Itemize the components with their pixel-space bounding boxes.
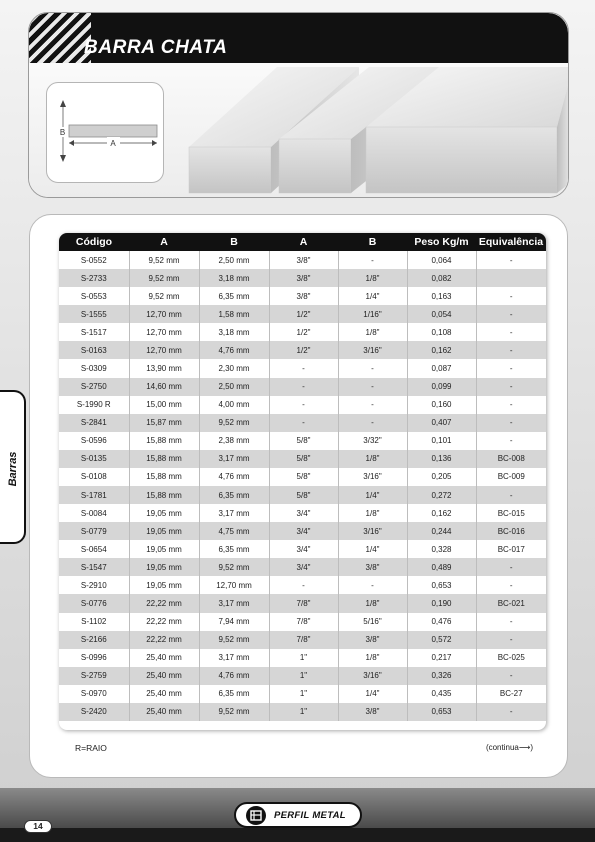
table-row [59,378,546,396]
table-row [59,667,546,685]
cell-b-mm: 12,70 mm [199,576,269,594]
cell-b-inch: - [338,414,407,432]
cell-b-inch: 3/16" [338,341,407,359]
cell-b-mm: 9,52 mm [199,631,269,649]
arrow-up-icon [60,100,66,107]
cell-b-mm: 2,38 mm [199,432,269,450]
cell-a-mm: 22,22 mm [129,631,199,649]
table-row [59,504,546,522]
cell-peso: 0,653 [407,576,476,594]
cell-a-inch: - [269,414,338,432]
cell-b-inch: 1/8" [338,323,407,341]
cell-equivalencia: - [476,251,546,269]
side-tab-barras [0,390,26,544]
brand-logo-icon [246,806,266,825]
cell-a-mm: 19,05 mm [129,576,199,594]
cell-b-inch: 3/16" [338,522,407,540]
cell-a-inch: 1/2" [269,341,338,359]
cell-a-inch: 7/8" [269,631,338,649]
cell-b-mm: 2,30 mm [199,359,269,377]
cell-b-inch: 3/32" [338,432,407,450]
cell-a-inch: 5/8" [269,432,338,450]
cell-equivalencia: - [476,631,546,649]
cell-codigo: S-0970 [59,685,129,703]
cell-a-mm: 12,70 mm [129,341,199,359]
bar-1-front [189,147,271,193]
cell-b-mm: 2,50 mm [199,251,269,269]
cell-codigo: S-1547 [59,558,129,576]
cell-codigo: S-0309 [59,359,129,377]
cell-a-inch: 5/8" [269,468,338,486]
cell-b-inch: 1/8" [338,504,407,522]
cell-equivalencia: BC-021 [476,594,546,612]
table-row [59,703,546,721]
cell-equivalencia: BC-015 [476,504,546,522]
cell-codigo: S-2420 [59,703,129,721]
table-body [59,251,546,721]
cell-b-mm: 3,17 mm [199,649,269,667]
dimension-label-b: B [59,128,66,137]
brand-badge [234,802,362,828]
table-row [59,341,546,359]
cell-a-inch: - [269,359,338,377]
cell-peso: 0,190 [407,594,476,612]
cell-a-inch: 3/8" [269,287,338,305]
cell-a-mm: 15,88 mm [129,450,199,468]
cell-equivalencia: - [476,396,546,414]
cell-equivalencia: - [476,323,546,341]
cell-a-inch: 1/2" [269,323,338,341]
table-row [59,558,546,576]
cell-b-inch: 1/8" [338,450,407,468]
cell-codigo: S-0996 [59,649,129,667]
arrow-right-icon: ⟶) [518,743,533,752]
cell-a-mm: 13,90 mm [129,359,199,377]
cell-codigo: S-2750 [59,378,129,396]
dimension-diagram-svg [47,83,165,184]
cell-b-inch: 3/16" [338,667,407,685]
cell-b-inch: 5/16" [338,613,407,631]
table-row [59,359,546,377]
cell-b-inch: 1/16" [338,305,407,323]
table-row [59,396,546,414]
cell-codigo: S-0654 [59,540,129,558]
cell-a-mm: 15,00 mm [129,396,199,414]
cell-equivalencia [476,269,546,287]
table-row [59,414,546,432]
cell-codigo: S-1990 R [59,396,129,414]
table-row [59,540,546,558]
cell-peso: 0,099 [407,378,476,396]
column-header-b-inch: B [338,233,407,251]
cell-equivalencia: - [476,341,546,359]
stripes-decoration [29,13,91,63]
table-row [59,468,546,486]
cell-b-mm: 7,94 mm [199,613,269,631]
table-row [59,269,546,287]
column-header-codigo: Código [59,233,129,251]
cell-a-mm: 14,60 mm [129,378,199,396]
cell-b-mm: 6,35 mm [199,287,269,305]
cell-peso: 0,160 [407,396,476,414]
cell-a-mm: 9,52 mm [129,269,199,287]
cell-equivalencia: BC-017 [476,540,546,558]
cell-a-inch: 5/8" [269,486,338,504]
cell-b-inch: - [338,378,407,396]
cell-a-inch: - [269,576,338,594]
arrow-right-icon [152,140,157,146]
cell-codigo: S-0779 [59,522,129,540]
table-wrapper [59,233,546,730]
cell-b-mm: 1,58 mm [199,305,269,323]
column-header-equivalencia: Equivalência [476,233,546,251]
dimension-label-a: A [110,139,116,148]
title-bar [29,13,568,63]
cell-a-inch: - [269,396,338,414]
cell-codigo: S-0163 [59,341,129,359]
table-row [59,613,546,631]
arrow-left-icon [69,140,74,146]
cell-a-inch: 7/8" [269,594,338,612]
cell-equivalencia: - [476,432,546,450]
cell-b-mm: 3,18 mm [199,323,269,341]
cell-a-inch: 3/8" [269,251,338,269]
cell-a-mm: 15,88 mm [129,432,199,450]
cell-equivalencia: BC-009 [476,468,546,486]
cell-equivalencia: - [476,558,546,576]
cell-b-mm: 4,76 mm [199,667,269,685]
cell-b-inch: 1/8" [338,269,407,287]
cell-equivalencia: - [476,486,546,504]
cell-b-mm: 4,76 mm [199,341,269,359]
cell-a-inch: 1" [269,667,338,685]
cell-peso: 0,162 [407,341,476,359]
cell-codigo: S-2733 [59,269,129,287]
cell-a-mm: 25,40 mm [129,685,199,703]
cell-b-inch: 3/16" [338,468,407,486]
cell-equivalencia: - [476,305,546,323]
cell-b-inch: - [338,396,407,414]
cell-b-inch: 1/4" [338,287,407,305]
cell-a-mm: 25,40 mm [129,703,199,721]
cell-peso: 0,407 [407,414,476,432]
cell-peso: 0,162 [407,504,476,522]
cell-codigo: S-0553 [59,287,129,305]
cell-a-mm: 12,70 mm [129,323,199,341]
cell-codigo: S-1102 [59,613,129,631]
cell-equivalencia: - [476,703,546,721]
cell-peso: 0,572 [407,631,476,649]
cell-a-mm: 19,05 mm [129,504,199,522]
side-tab-label: Barras [7,451,19,487]
cell-peso: 0,476 [407,613,476,631]
brand-name: PERFIL METAL [274,810,346,821]
cell-equivalencia: - [476,414,546,432]
cell-a-inch: 5/8" [269,450,338,468]
column-header-a-mm: A [129,233,199,251]
table-row [59,631,546,649]
cell-a-mm: 15,87 mm [129,414,199,432]
cell-codigo: S-0596 [59,432,129,450]
page-title: BARRA CHATA [84,37,228,58]
cell-peso: 0,217 [407,649,476,667]
cell-equivalencia: - [476,576,546,594]
arrow-down-icon [60,155,66,162]
cell-peso: 0,244 [407,522,476,540]
cell-codigo: S-0776 [59,594,129,612]
table-row [59,432,546,450]
cell-peso: 0,163 [407,287,476,305]
cell-a-mm: 9,52 mm [129,287,199,305]
cell-a-inch: 1/2" [269,305,338,323]
table-row [59,576,546,594]
cell-codigo: S-2166 [59,631,129,649]
cell-a-inch: 3/4" [269,504,338,522]
table-row [59,486,546,504]
cell-b-mm: 6,35 mm [199,486,269,504]
cell-codigo: S-2841 [59,414,129,432]
cell-b-mm: 3,17 mm [199,594,269,612]
cell-peso: 0,489 [407,558,476,576]
legend-note: R=RAIO [75,743,107,753]
cell-a-inch: 7/8" [269,613,338,631]
header-card [28,12,569,198]
table-row [59,323,546,341]
cell-peso: 0,101 [407,432,476,450]
cell-a-inch: 3/4" [269,540,338,558]
cell-a-inch: 1" [269,703,338,721]
bar-3-front [366,127,557,193]
cell-b-inch: - [338,251,407,269]
cell-peso: 0,087 [407,359,476,377]
cell-a-mm: 25,40 mm [129,667,199,685]
table-row [59,305,546,323]
cell-a-inch: 3/4" [269,558,338,576]
product-render [179,63,569,198]
cell-a-inch: 1" [269,649,338,667]
cell-b-inch: 1/4" [338,486,407,504]
cell-peso: 0,326 [407,667,476,685]
cell-equivalencia: BC-016 [476,522,546,540]
table-row [59,450,546,468]
cell-codigo: S-1517 [59,323,129,341]
cell-equivalencia: - [476,287,546,305]
cell-peso: 0,435 [407,685,476,703]
cell-b-inch: - [338,359,407,377]
footer-bottom-strip [0,828,595,842]
cell-codigo: S-2910 [59,576,129,594]
cell-b-inch: 1/8" [338,594,407,612]
cell-codigo: S-0552 [59,251,129,269]
cell-codigo: S-0135 [59,450,129,468]
cell-a-mm: 15,88 mm [129,486,199,504]
cell-equivalencia: - [476,378,546,396]
table-header-row [59,233,546,251]
cell-equivalencia: BC-27 [476,685,546,703]
cell-a-mm: 9,52 mm [129,251,199,269]
column-header-b-mm: B [199,233,269,251]
cell-b-mm: 2,50 mm [199,378,269,396]
table-header [59,233,546,251]
cell-b-mm: 3,18 mm [199,269,269,287]
cell-codigo: S-0084 [59,504,129,522]
cell-a-inch: 1" [269,685,338,703]
main-card [29,214,568,778]
cell-peso: 0,205 [407,468,476,486]
specs-table [59,233,546,721]
bar-cross-section [69,125,157,137]
cell-b-mm: 3,17 mm [199,450,269,468]
continues-text: (continua [485,743,519,752]
cell-peso: 0,054 [407,305,476,323]
cell-peso: 0,653 [407,703,476,721]
cell-b-inch: 1/4" [338,685,407,703]
table-row [59,522,546,540]
cell-a-mm: 22,22 mm [129,613,199,631]
cell-equivalencia: BC-025 [476,649,546,667]
cell-codigo: S-2759 [59,667,129,685]
cell-b-mm: 9,52 mm [199,703,269,721]
cell-b-mm: 4,75 mm [199,522,269,540]
table-row [59,594,546,612]
cell-a-inch: 3/8" [269,269,338,287]
bar-2-front [279,139,351,193]
cell-a-inch: - [269,378,338,396]
cell-peso: 0,272 [407,486,476,504]
table-row [59,287,546,305]
header-body [29,63,568,198]
cell-codigo: S-0108 [59,468,129,486]
cell-b-mm: 9,52 mm [199,414,269,432]
cell-codigo: S-1555 [59,305,129,323]
cell-a-mm: 22,22 mm [129,594,199,612]
table-row [59,251,546,269]
cell-a-mm: 19,05 mm [129,540,199,558]
cell-a-mm: 19,05 mm [129,522,199,540]
cell-b-mm: 6,35 mm [199,685,269,703]
cell-b-inch: 3/8" [338,558,407,576]
cell-equivalencia: BC-008 [476,450,546,468]
cell-b-mm: 6,35 mm [199,540,269,558]
cell-b-inch: 1/8" [338,649,407,667]
cell-b-inch: 3/8" [338,703,407,721]
cell-a-mm: 12,70 mm [129,305,199,323]
cell-a-mm: 15,88 mm [129,468,199,486]
continues-note [486,743,533,752]
cell-equivalencia: - [476,613,546,631]
cell-peso: 0,108 [407,323,476,341]
cell-b-mm: 3,17 mm [199,504,269,522]
table-row [59,685,546,703]
cell-peso: 0,064 [407,251,476,269]
cell-b-mm: 4,00 mm [199,396,269,414]
cell-b-inch: 1/4" [338,540,407,558]
cell-peso: 0,328 [407,540,476,558]
cell-a-inch: 3/4" [269,522,338,540]
cell-a-mm: 25,40 mm [129,649,199,667]
table-row [59,649,546,667]
cell-equivalencia: - [476,667,546,685]
cell-b-mm: 4,76 mm [199,468,269,486]
column-header-peso: Peso Kg/m [407,233,476,251]
cell-b-mm: 9,52 mm [199,558,269,576]
dimension-diagram [46,82,164,183]
page-number: 14 [24,820,52,833]
column-header-a-inch: A [269,233,338,251]
cell-b-inch: - [338,576,407,594]
cell-b-inch: 3/8" [338,631,407,649]
cell-equivalencia: - [476,359,546,377]
cell-peso: 0,082 [407,269,476,287]
cell-codigo: S-1781 [59,486,129,504]
cell-a-mm: 19,05 mm [129,558,199,576]
cell-peso: 0,136 [407,450,476,468]
